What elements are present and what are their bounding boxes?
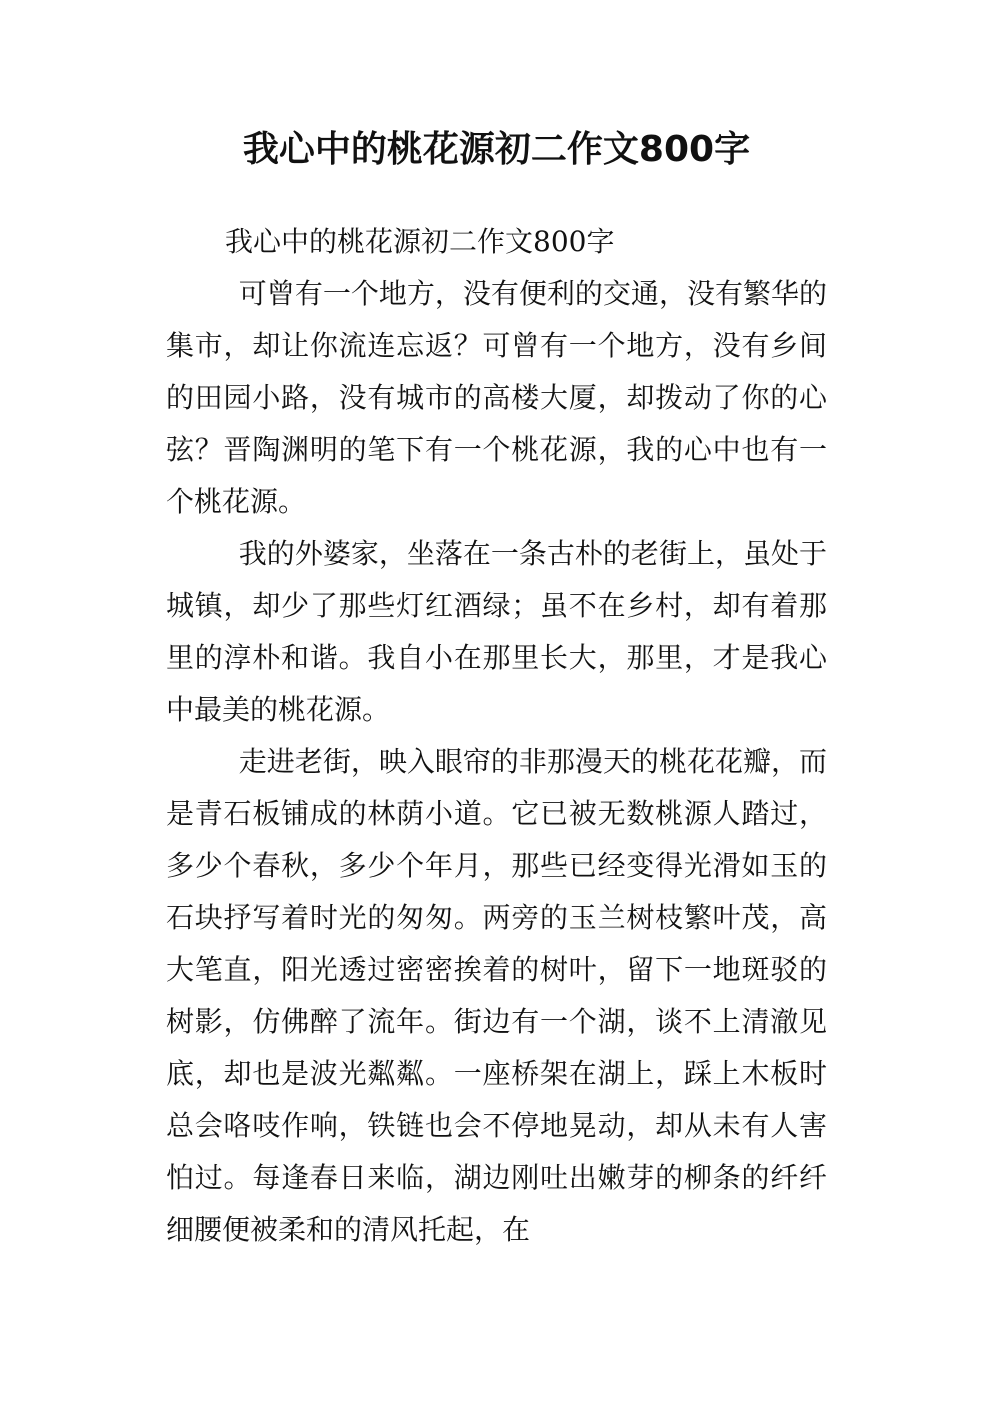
document-body	[166, 216, 827, 1256]
paragraph-2: 我的外婆家，坐落在一条古朴的老街上，虽处于城镇，却少了那些灯红酒绿；虽不在乡村，却有着那里的淳朴和谐。我自小在那里长大，那里，才是我心中最美的桃花源。	[166, 537, 827, 726]
paragraph-1: 可曾有一个地方，没有便利的交通，没有繁华的集市，却让你流连忘返？可曾有一个地方，没有乡间的田园小路，没有城市的高楼大厦，却拨动了你的心弦？晋陶渊明的笔下有一个桃花源，我的心中也有一个桃花源。	[166, 277, 827, 518]
document-title: 我心中的桃花源初二作文800字	[242, 129, 751, 170]
paragraph-3: 走进老街，映入眼帘的非那漫天的桃花花瓣，而是青石板铺成的林荫小道。它已被无数桃源人踏过，多少个春秋，多少个年月，那些已经变得光滑如玉的石块抒写着时光的匆匆。两旁的玉兰树枝繁叶茂，高大笔直，阳光透过密密挨着的树叶，留下一地斑驳的树影，仿佛醉了流年。街边有一个湖，谈不上清澈见底，却也是波光粼粼。一座桥架在湖上，踩上木板时总会咯吱作响，铁链也会不停地晃动，却从未有人害怕过。每逢春日来临，湖边刚吐出嫩芽的柳条的纤纤细腰便被柔和的清风托起，在	[166, 745, 827, 1246]
essay-subtitle: 我心中的桃花源初二作文800字	[225, 225, 615, 258]
